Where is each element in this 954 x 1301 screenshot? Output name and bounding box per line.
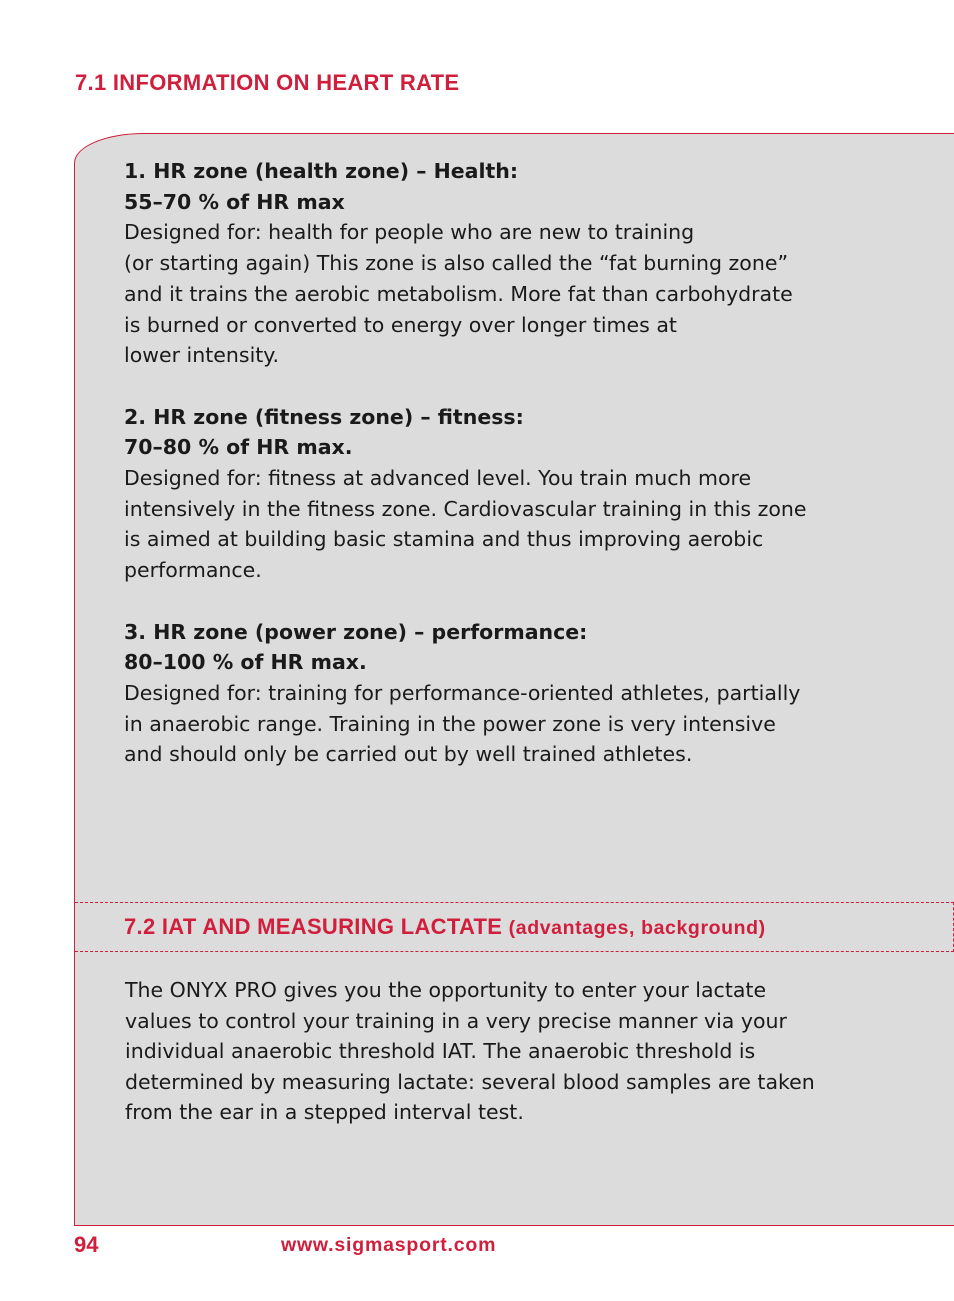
zone-description-line: and should only be carried out by well trained athletes.	[124, 742, 693, 767]
zone-title: 3. HR zone (power zone) – performance:	[124, 619, 588, 644]
paragraph-line: from the ear in a stepped interval test.	[125, 1100, 524, 1124]
zone-description	[124, 463, 844, 586]
paragraph-line: The ONYX PRO gives you the opportunity to enter your lactate	[125, 978, 767, 1002]
page-number: 94	[74, 1232, 99, 1257]
zone-description-line: is burned or converted to energy over longer times at	[124, 312, 677, 337]
paragraph-line: determined by measuring lactate: several blood samples are taken	[125, 1069, 815, 1094]
paragraph-line: individual anaerobic threshold IAT. The anaerobic threshold is	[125, 1039, 756, 1063]
zone-range: 70–80 % of HR max.	[124, 435, 353, 460]
section-heading-heart-rate: 7.1 INFORMATION ON HEART RATE	[75, 70, 460, 95]
zone-range: 55–70 % of HR max	[124, 189, 345, 214]
zone-range: 80–100 % of HR max.	[124, 650, 367, 675]
heart-rate-zones	[124, 156, 844, 801]
paragraph-line: values to control your training in a very precise manner via your	[125, 1008, 787, 1033]
zone-description-line: and it trains the aerobic metabolism. More fat than carbohydrate	[124, 281, 793, 306]
section-heading-suffix: (advantages, background)	[508, 917, 766, 939]
zone-power	[124, 617, 844, 771]
zone-description-line: performance.	[124, 558, 262, 583]
zone-description-line: in anaerobic range. Training in the power zone is very intensive	[124, 711, 776, 736]
zone-description-line: lower intensity.	[124, 343, 280, 368]
zone-title: 2. HR zone (fitness zone) – fitness:	[124, 404, 524, 429]
zone-description-line: (or starting again) This zone is also called the “fat burning zone”	[124, 251, 789, 276]
zone-description-line: Designed for: health for people who are new to training	[124, 220, 695, 245]
zone-description	[124, 217, 844, 371]
zone-description-line: Designed for: fitness at advanced level. You train much more	[124, 466, 752, 491]
zone-health	[124, 156, 844, 371]
section-heading-text: 7.2 IAT AND MEASURING LACTATE	[124, 914, 503, 939]
zone-description-line: intensively in the fitness zone. Cardiovascular training in this zone	[124, 496, 807, 521]
zone-title: 1. HR zone (health zone) – Health:	[124, 159, 519, 183]
zone-description-line: Designed for: training for performance-oriented athletes, partially	[124, 680, 801, 705]
zone-description	[124, 678, 844, 770]
zone-fitness	[124, 402, 844, 586]
footer-url[interactable]: www.sigmasport.com	[281, 1234, 497, 1256]
lactate-paragraph	[125, 975, 855, 1128]
section-heading-lactate	[124, 914, 766, 940]
zone-description-line: is aimed at building basic stamina and thus improving aerobic	[124, 527, 764, 552]
